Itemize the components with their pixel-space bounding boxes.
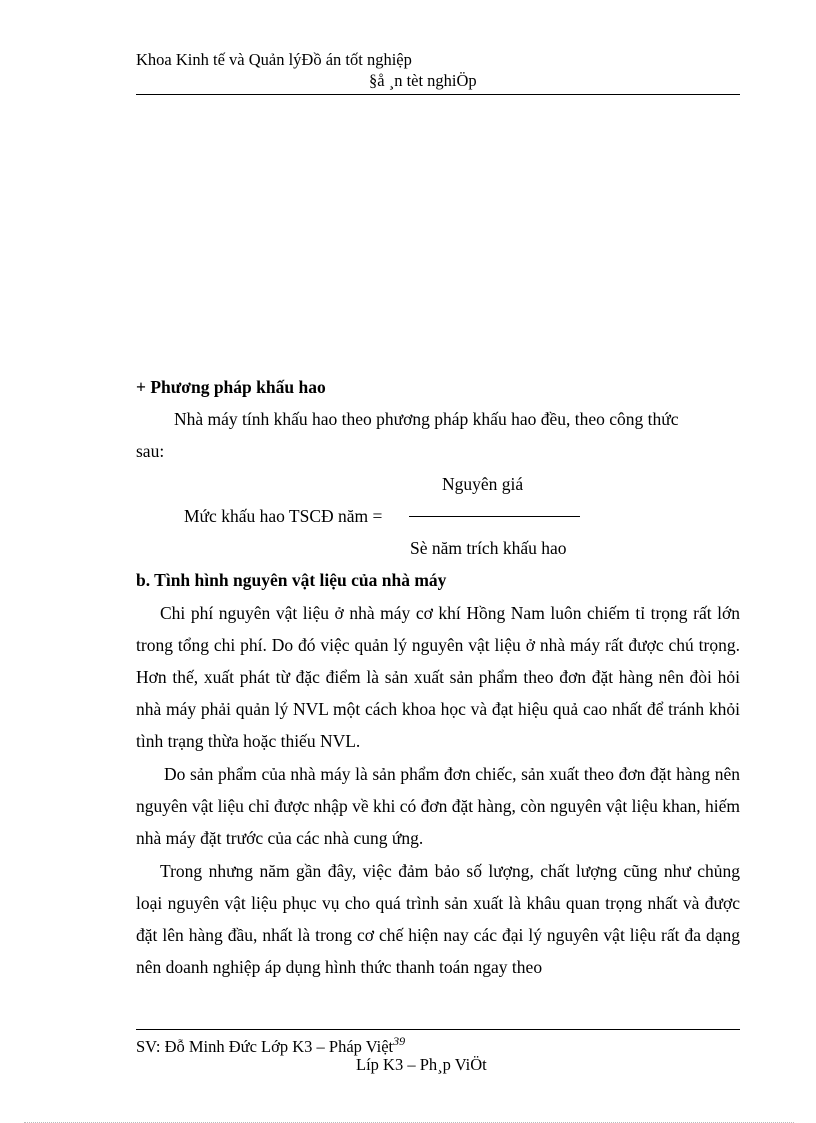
section-heading-materials: b. Tình hình nguyên vật liệu của nhà máy (136, 570, 447, 590)
paragraph-depreciation-cont: sau: (136, 441, 165, 461)
header-subtitle: §å ¸n tèt nghiÖp (369, 71, 477, 90)
formula-numerator: Nguyên giá (442, 474, 524, 494)
footer-class: Líp K3 – Ph¸p ViÖt (356, 1055, 487, 1074)
formula-lhs: Mức khấu hao TSCĐ năm = (184, 506, 383, 526)
paragraph-materials-1: Chi phí nguyên vật liệu ở nhà máy cơ khí Hồng Nam luôn chiếm tỉ trọng rất lớn trong tổng chi phí. Do đó việc quản lý nguyên vật liệu ở nhà máy rất được chú trọng. Hơn thế, xuất phát từ đặc điểm là sản xuất sản phẩm theo đơn đặt hàng nên đòi hỏi nhà máy phải quản lý NVL một cách khoa học và đạt hiệu quả cao nhất để tránh khỏi tình trạng thừa hoặc thiếu NVL. (136, 603, 740, 751)
paragraph-materials-3: Trong nhưng năm gần đây, việc đảm bảo số lượng, chất lượng cũng như chủng loại nguyên vật liệu phục vụ cho quá trình sản xuất là khâu quan trọng nhất và được đặt lên hàng đầu, nhất là trong cơ chế hiện nay các đại lý nguyên vật liệu rất đa dạng nên doanh nghiệp áp dụng hình thức thanh toán ngay theo (136, 861, 740, 977)
paragraph-materials-2: Do sản phẩm của nhà máy là sản phẩm đơn chiếc, sản xuất theo đơn đặt hàng nên nguyên vật liệu chỉ được nhập về khi có đơn đặt hàng, còn nguyên vật liệu khan, hiếm nhà máy đặt trước của các nhà cung ứng. (136, 764, 740, 848)
formula-denominator: Sè năm trích khấu hao (410, 538, 567, 558)
footer-author-text: SV: Đỗ Minh Đức Lớp K3 – Pháp Việt (136, 1037, 394, 1056)
formula-fraction-bar (409, 516, 580, 517)
header-title: Khoa Kinh tế và Quản lýĐồ án tốt nghiệp (136, 50, 412, 69)
footer-author (136, 1034, 405, 1057)
footer-rule (136, 1029, 740, 1030)
paragraph-depreciation: Nhà máy tính khấu hao theo phương pháp khấu hao đều, theo công thức (174, 409, 679, 429)
page-number: 39 (393, 1034, 406, 1048)
header-rule (136, 94, 740, 95)
section-heading-depreciation: + Phương pháp khấu hao (136, 377, 326, 397)
